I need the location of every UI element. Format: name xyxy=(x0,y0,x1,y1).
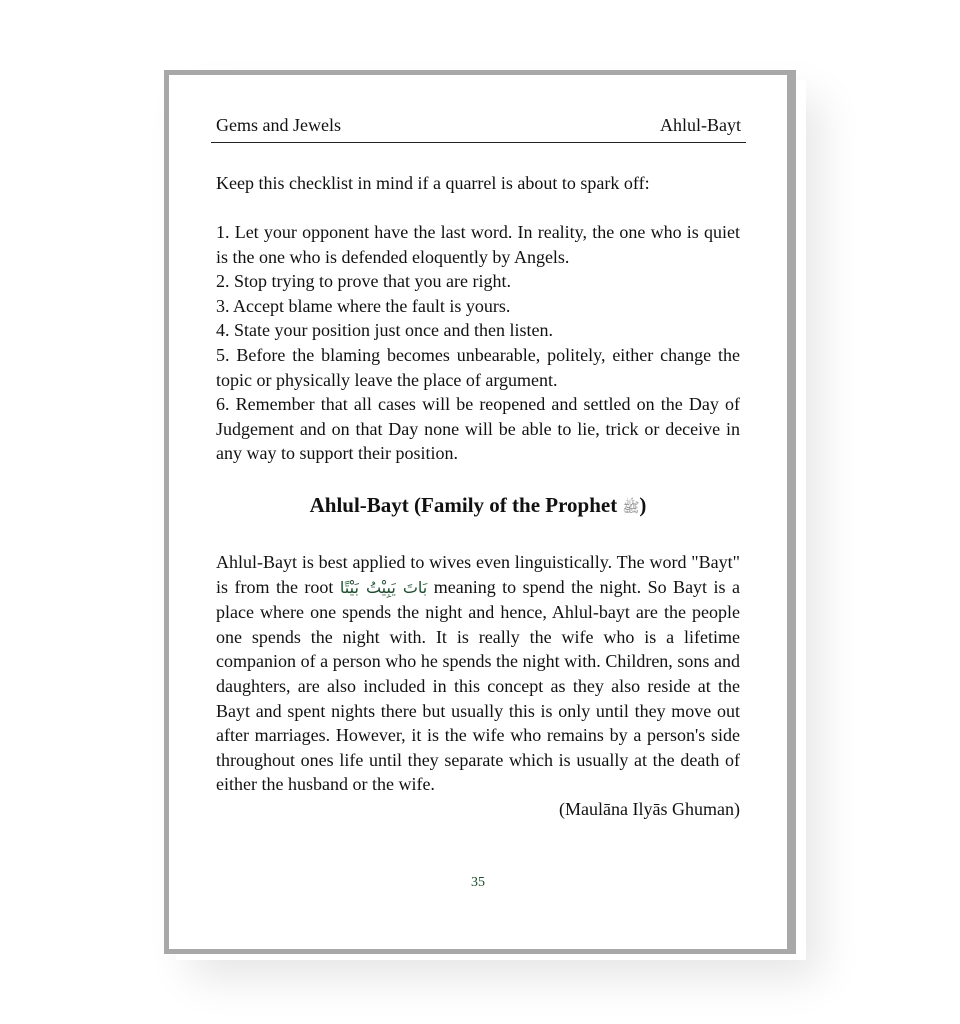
running-header xyxy=(211,115,746,143)
page-number: 35 xyxy=(471,875,485,890)
book-page xyxy=(164,70,796,954)
section-heading-text: Ahlul-Bayt (Family of the Prophet xyxy=(309,492,618,517)
attribution: (Maulāna Ilyās Ghuman) xyxy=(559,798,740,819)
paragraph-part-1: Ahlul-Bayt is best applied to wives even linguistically. The word "Bayt" is from the root xyxy=(216,551,740,597)
arabic-root-word: بَاتَ يَبِيْتُ بَيْتًا xyxy=(339,577,428,597)
checklist-item: 6. Remember that all cases will be reopened and settled on the Day of Judgement and on that Day none will be able to lie, trick or deceive in any way to support their position. xyxy=(216,394,740,464)
checklist-item: 4. State your position just once and then listen. xyxy=(216,320,553,341)
body-paragraph xyxy=(216,550,740,797)
checklist-item: 3. Accept blame where the fault is yours. xyxy=(216,295,511,316)
header-book-title: Gems and Jewels xyxy=(216,115,341,135)
honorific-glyph-icon: ﷺ xyxy=(622,500,640,516)
checklist-item: 1. Let your opponent have the last word. In reality, the one who is quiet is the one who is defended eloquently by Angels. xyxy=(216,222,740,267)
checklist-item: 2. Stop trying to prove that you are right. xyxy=(216,271,511,292)
paragraph-part-2: meaning to spend the night. So Bayt is a place where one spends the night and hence, Ahlul-bayt are the people one spends the night with. It is really the wife who is a lifetime companion of a person who he spends the night with. Children, sons and daughters, are also included in this concept as they also reside at the Bayt and spent nights there but usually this is only until they move out after marriages. However, it is the wife who remains by a person's side throughout ones life until they separate which is usually at the death of either the husband or the wife. xyxy=(216,576,741,795)
checklist-item: 5. Before the blaming becomes unbearable, politely, either change the topic or physically leave the place of argument. xyxy=(216,344,740,390)
page-content xyxy=(216,115,740,821)
section-heading-close: ) xyxy=(639,492,647,517)
header-chapter-title: Ahlul-Bayt xyxy=(660,115,741,135)
section-heading xyxy=(216,490,740,524)
checklist xyxy=(216,220,740,466)
checklist-intro: Keep this checklist in mind if a quarrel is about to spark off: xyxy=(216,173,650,193)
